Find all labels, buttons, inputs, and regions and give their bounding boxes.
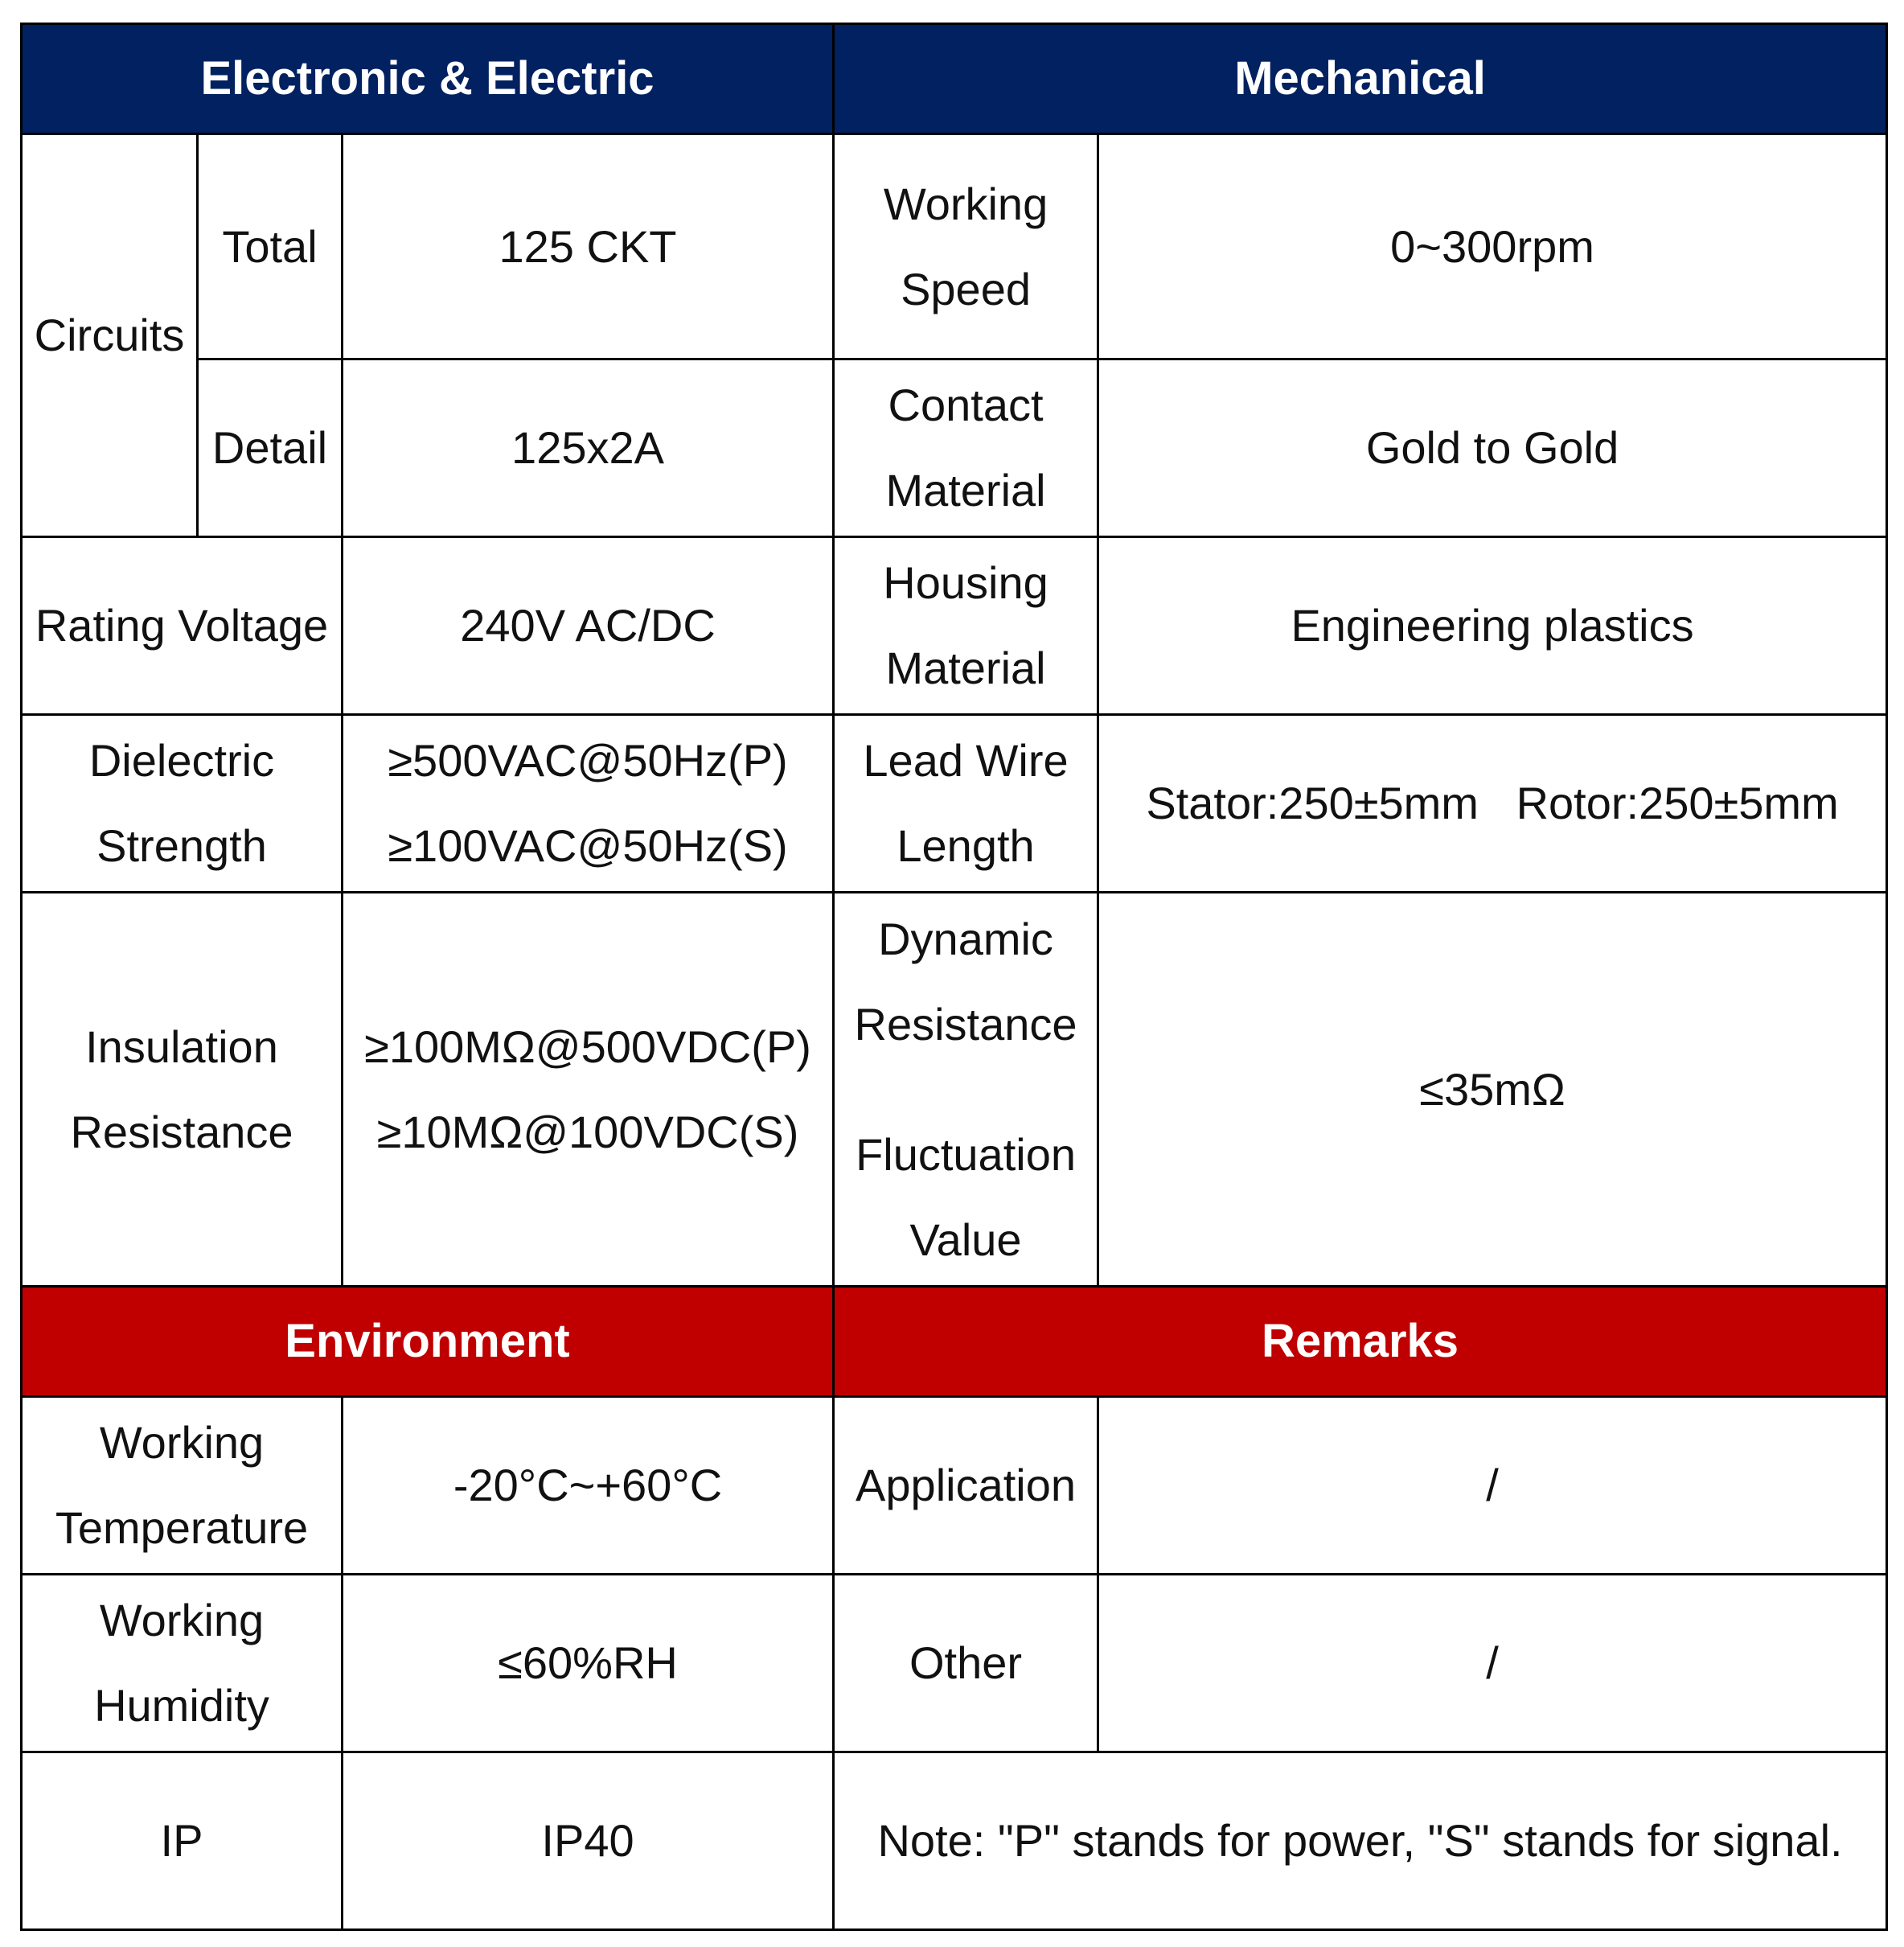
working-humidity-label: Working Humidity (22, 1575, 343, 1752)
working-speed-label: Working Speed (834, 134, 1098, 359)
application-value: / (1098, 1397, 1887, 1575)
environment-header: Environment (22, 1287, 834, 1397)
lead-wire-length-value: Stator:250±5mm Rotor:250±5mm (1098, 715, 1887, 893)
circuits-label: Circuits (22, 134, 198, 537)
working-speed-value: 0~300rpm (1098, 134, 1887, 359)
ip-value: IP40 (343, 1752, 834, 1930)
other-value: / (1098, 1575, 1887, 1752)
remarks-header: Remarks (834, 1287, 1887, 1397)
rating-voltage-value: 240V AC/DC (343, 537, 834, 715)
insulation-value-signal: ≥10MΩ@100VDC(S) (376, 1106, 799, 1157)
dielectric-strength-label: Dielectric Strength (22, 715, 343, 893)
ip-label: IP (22, 1752, 343, 1930)
other-label: Other (834, 1575, 1098, 1752)
dielectric-strength-value (343, 715, 834, 893)
working-humidity-value: ≤60%RH (343, 1575, 834, 1752)
insulation-value-power: ≥100MΩ@500VDC(P) (364, 1021, 811, 1072)
note-text: Note: "P" stands for power, "S" stands for signal. (834, 1752, 1887, 1930)
dynamic-resistance-label (834, 893, 1098, 1287)
housing-material-value: Engineering plastics (1098, 537, 1887, 715)
mechanical-header: Mechanical (834, 24, 1887, 134)
detail-label: Detail (198, 359, 343, 537)
working-temperature-value: -20°C~+60°C (343, 1397, 834, 1575)
insulation-resistance-value (343, 893, 834, 1287)
total-label: Total (198, 134, 343, 359)
working-temperature-label: Working Temperature (22, 1397, 343, 1575)
rating-voltage-label: Rating Voltage (22, 537, 343, 715)
application-label: Application (834, 1397, 1098, 1575)
detail-value: 125x2A (343, 359, 834, 537)
dynamic-resistance-text: Dynamic Resistance (854, 913, 1077, 1049)
fluctuation-value-text: Fluctuation Value (856, 1128, 1076, 1265)
dielectric-value-power: ≥500VAC@50Hz(P) (388, 735, 788, 786)
lead-wire-length-label: Lead Wire Length (834, 715, 1098, 893)
dielectric-value-signal: ≥100VAC@50Hz(S) (388, 820, 788, 871)
contact-material-value: Gold to Gold (1098, 359, 1887, 537)
dynamic-resistance-value: ≤35mΩ (1098, 893, 1887, 1287)
total-value: 125 CKT (343, 134, 834, 359)
insulation-resistance-label: Insulation Resistance (22, 893, 343, 1287)
housing-material-label: Housing Material (834, 537, 1098, 715)
spec-table (20, 23, 1888, 1931)
label-spacer (836, 1067, 1095, 1112)
contact-material-label: Contact Material (834, 359, 1098, 537)
electric-header: Electronic & Electric (22, 24, 834, 134)
